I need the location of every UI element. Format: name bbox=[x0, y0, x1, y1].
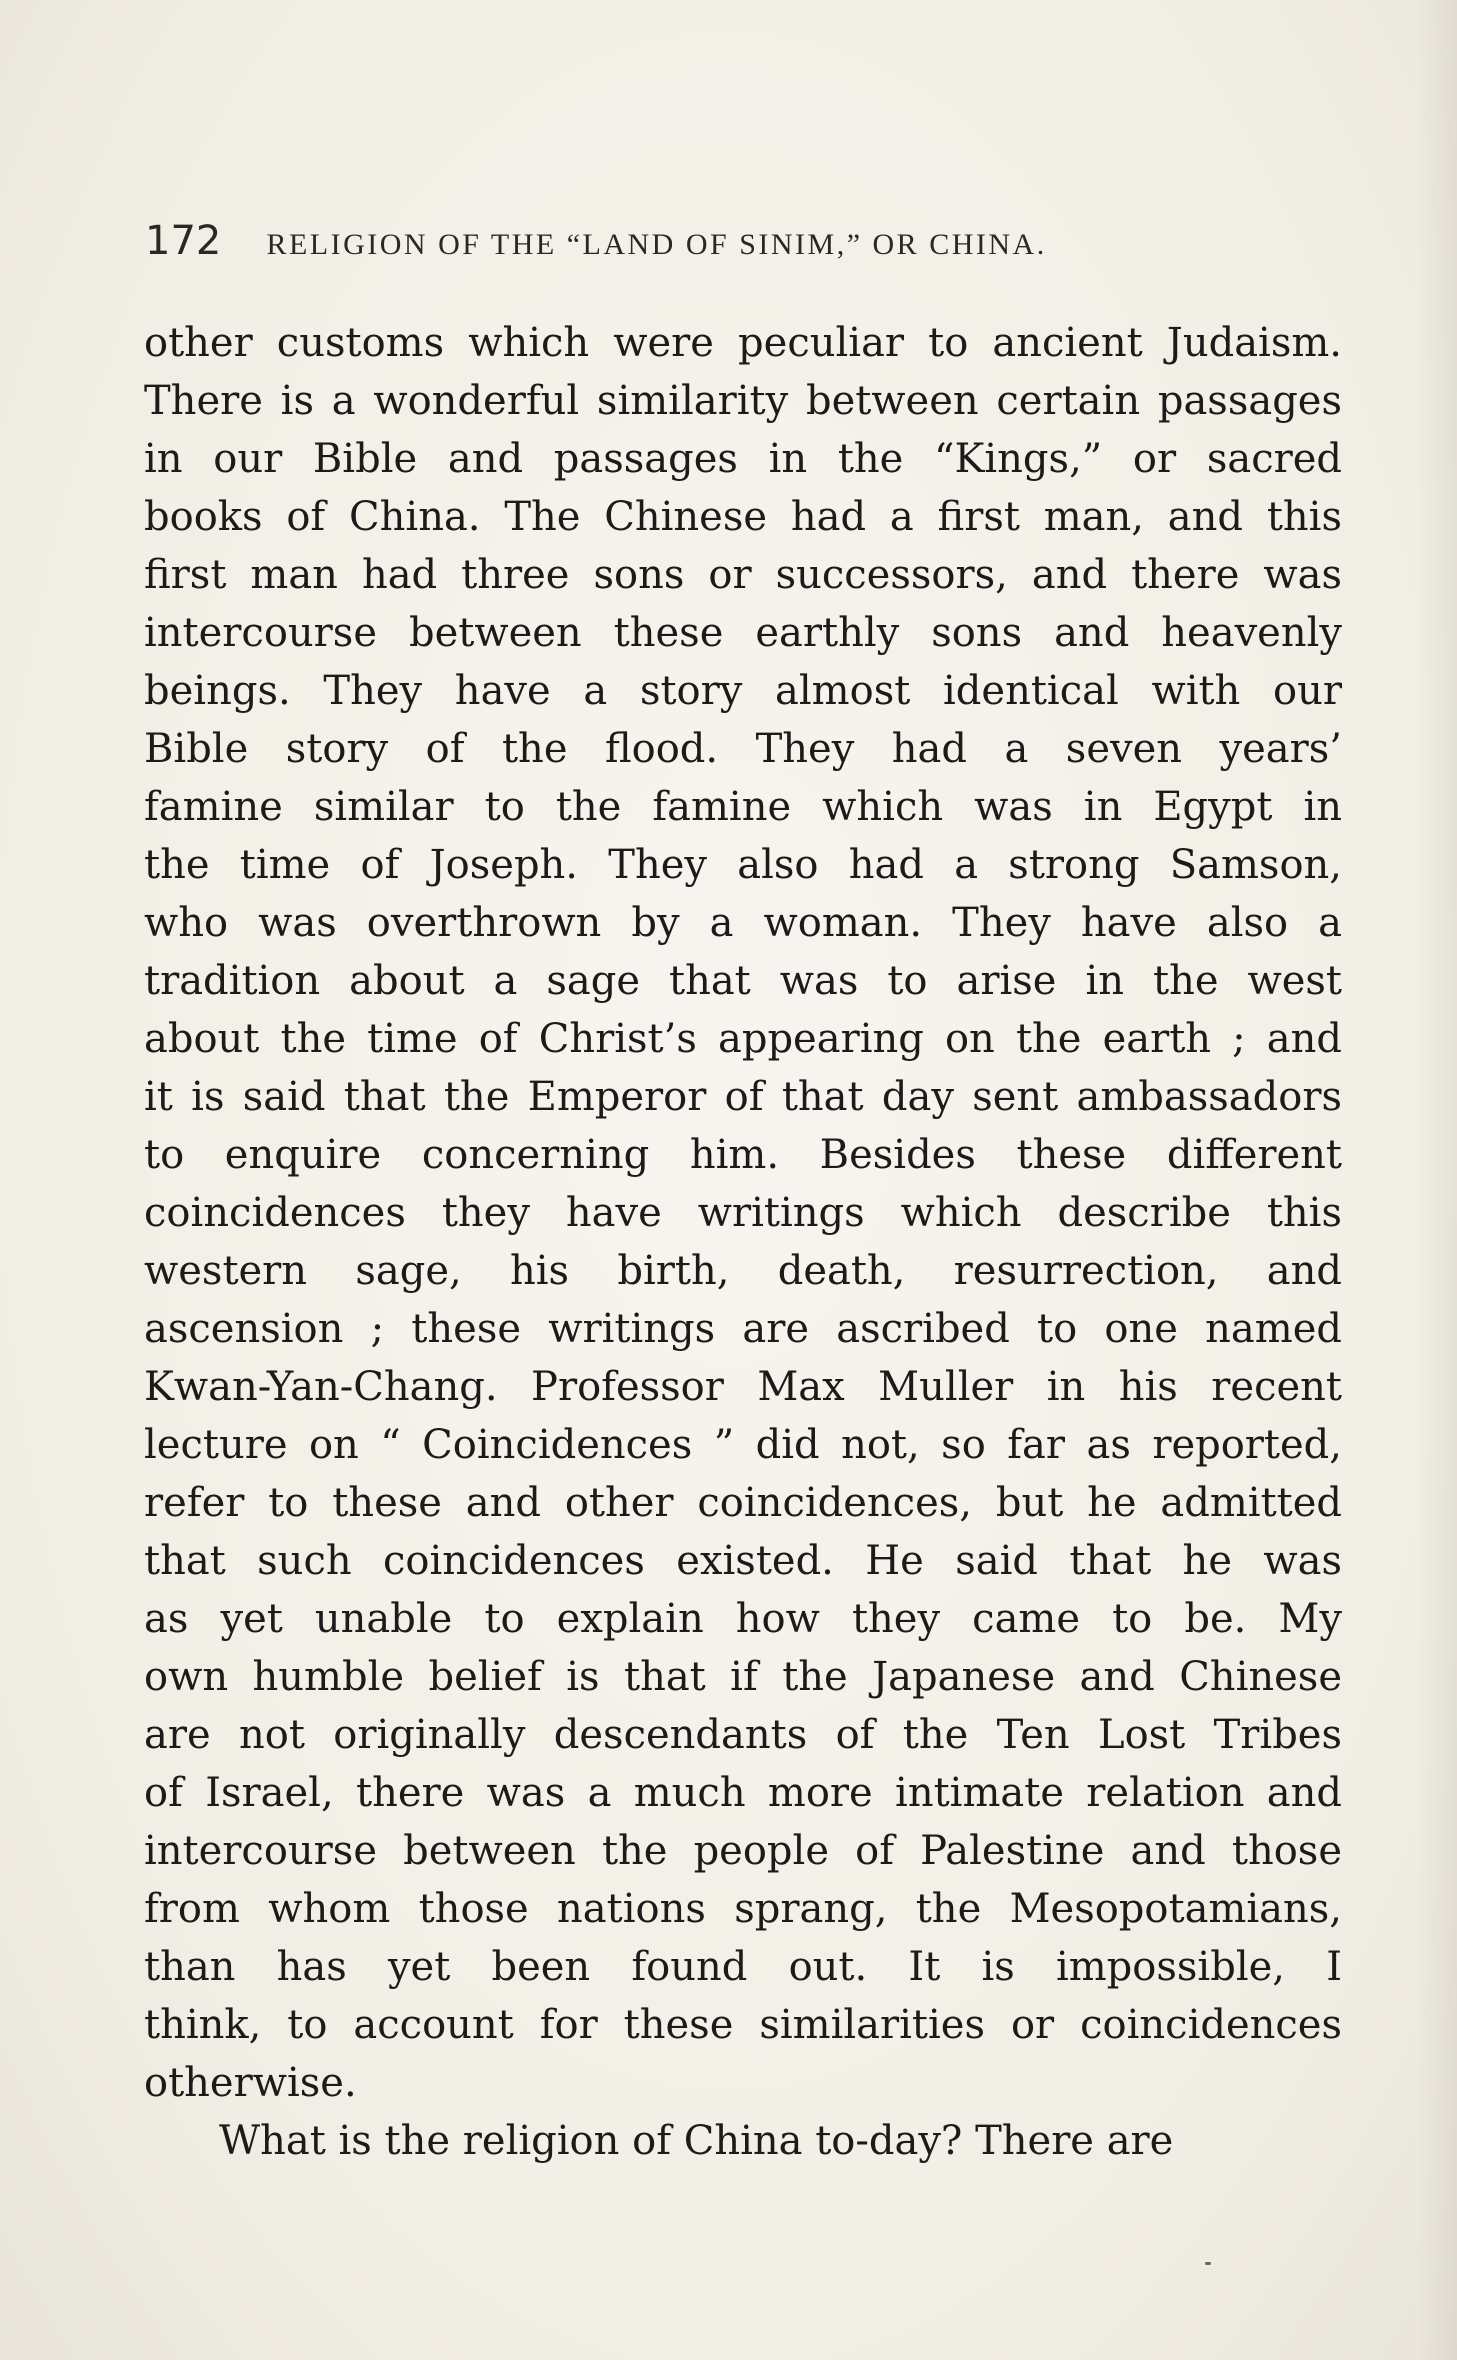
text-line: coincidences they have writings which describe this bbox=[144, 1190, 1342, 1236]
text-line: western sage, his birth, death, resurrection, and bbox=[144, 1248, 1342, 1294]
text-line: intercourse between these earthly sons and heavenly bbox=[144, 610, 1342, 656]
text-line: the time of Joseph. They also had a strong Samson, bbox=[144, 842, 1342, 888]
text-line: from whom those nations sprang, the Mesopotamians, bbox=[144, 1886, 1342, 1932]
paragraph-end-line: otherwise. bbox=[144, 2060, 357, 2106]
page-number: 172 bbox=[145, 218, 222, 264]
text-line: think, to account for these similarities or coincidences bbox=[144, 2002, 1342, 2048]
text-line: to enquire concerning him. Besides these different bbox=[144, 1132, 1342, 1178]
paper-speck bbox=[1205, 2262, 1211, 2265]
text-line: than has yet been found out. It is impossible, I bbox=[144, 1944, 1342, 1990]
text-line: it is said that the Emperor of that day sent ambassadors bbox=[144, 1074, 1342, 1120]
text-line: ascension ; these writings are ascribed to one named bbox=[144, 1306, 1342, 1352]
running-head bbox=[145, 218, 1345, 272]
text-line: who was overthrown by a woman. They have also a bbox=[144, 900, 1342, 946]
text-line: Kwan-Yan-Chang. Professor Max Muller in his recent bbox=[144, 1364, 1342, 1410]
text-line: that such coincidences existed. He said that he was bbox=[144, 1538, 1342, 1584]
text-line: lecture on “ Coincidences ” did not, so far as reported, bbox=[144, 1422, 1342, 1468]
text-line: There is a wonderful similarity between certain passages bbox=[144, 378, 1342, 424]
text-line: Bible story of the flood. They had a seven years’ bbox=[144, 726, 1342, 772]
text-line: famine similar to the famine which was in Egypt in bbox=[144, 784, 1342, 830]
text-line: beings. They have a story almost identical with our bbox=[144, 668, 1342, 714]
page-edge-shadow bbox=[1417, 0, 1457, 2360]
body-text bbox=[144, 314, 1342, 2170]
text-line: of Israel, there was a much more intimate relation and bbox=[144, 1770, 1342, 1816]
text-line: tradition about a sage that was to arise in the west bbox=[144, 958, 1342, 1004]
text-line: refer to these and other coincidences, but he admitted bbox=[144, 1480, 1342, 1526]
text-line: in our Bible and passages in the “Kings,” or sacred bbox=[144, 436, 1342, 482]
text-line: about the time of Christ’s appearing on the earth ; and bbox=[144, 1016, 1342, 1062]
text-line: intercourse between the people of Palestine and those bbox=[144, 1828, 1342, 1874]
running-title: RELIGION OF THE “LAND OF SINIM,” OR CHINA. bbox=[266, 228, 1047, 261]
text-line: as yet unable to explain how they came to be. My bbox=[144, 1596, 1342, 1642]
text-line: first man had three sons or successors, and there was bbox=[144, 552, 1342, 598]
text-line: books of China. The Chinese had a first man, and this bbox=[144, 494, 1342, 540]
text-line: own humble belief is that if the Japanese and Chinese bbox=[144, 1654, 1342, 1700]
paragraph-start-line: What is the religion of China to-day? There are bbox=[219, 2118, 1174, 2164]
text-line: are not originally descendants of the Ten Lost Tribes bbox=[144, 1712, 1342, 1758]
text-line: other customs which were peculiar to ancient Judaism. bbox=[144, 320, 1342, 366]
